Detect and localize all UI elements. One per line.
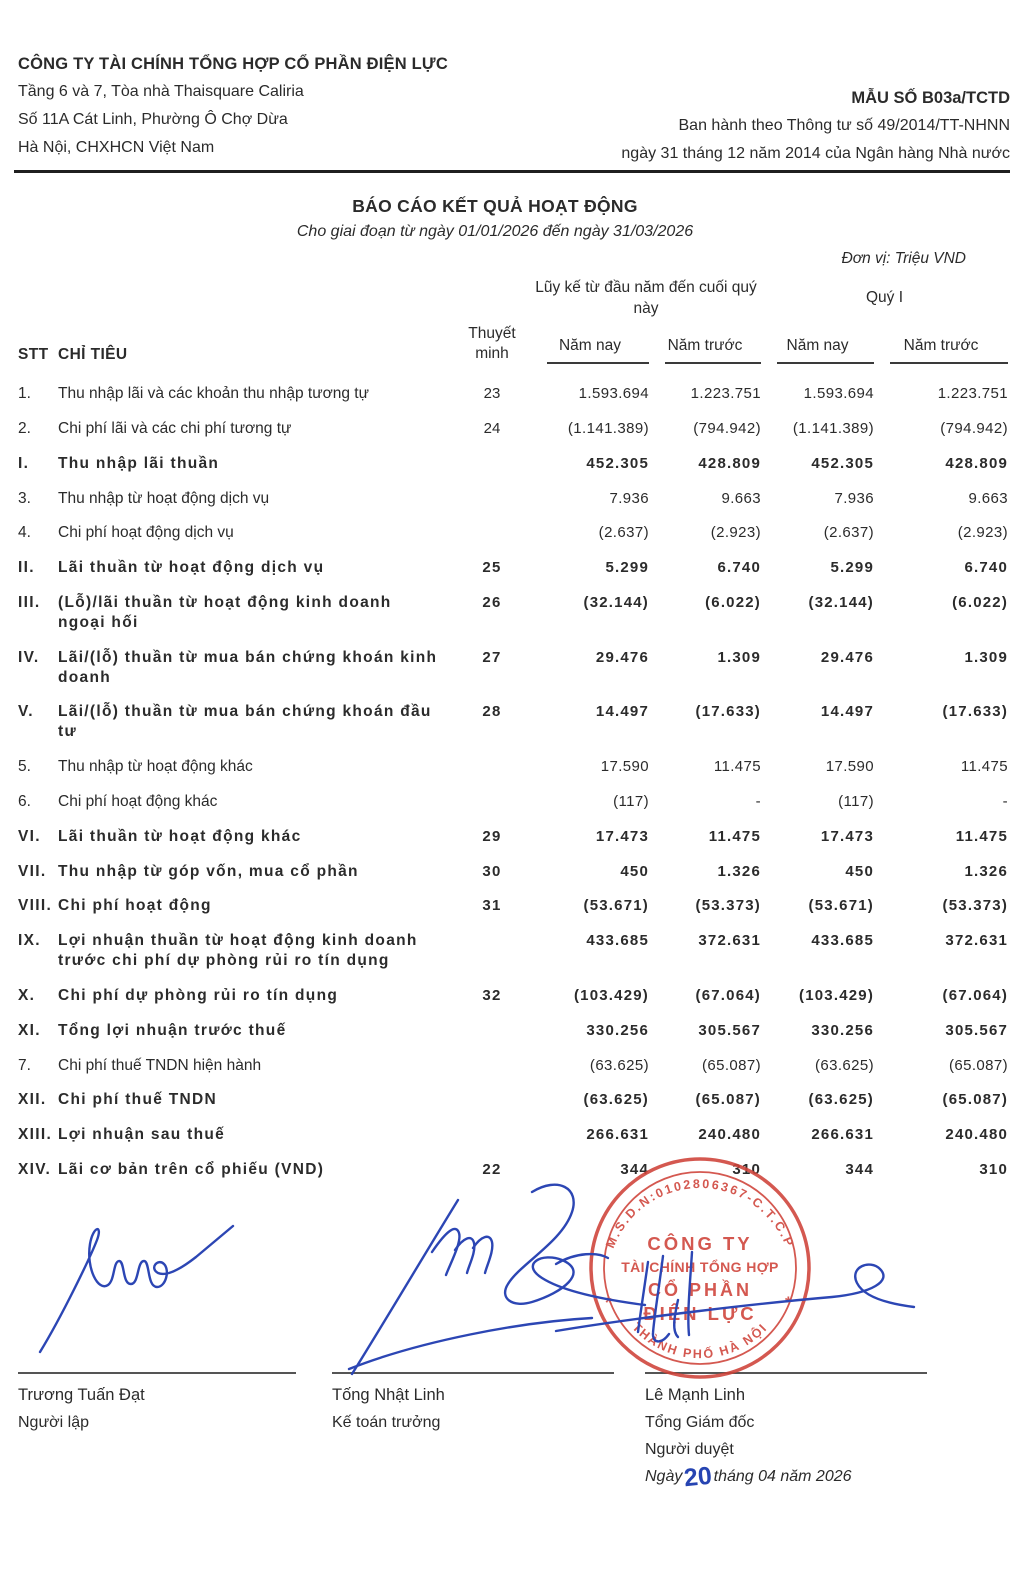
- row-value-ytd-previous: 1.223.751: [690, 385, 762, 403]
- row-stt: XIII.: [18, 1126, 53, 1144]
- row-value-ytd-previous: (2.923): [710, 524, 762, 542]
- row-value-q-current: (63.625): [808, 1091, 875, 1109]
- row-label: (Lỗ)/lãi thuần từ hoạt động kinh doanh ngoại hối: [58, 594, 392, 631]
- table-row: [18, 516, 1008, 551]
- table-row: [18, 1083, 1008, 1118]
- row-value-ytd-previous: 1.309: [717, 648, 762, 666]
- signer-name: Trương Tuấn Đạt: [18, 1386, 145, 1404]
- row-value-q-current: 14.497: [820, 703, 875, 721]
- row-value-q-previous: (65.087): [948, 1056, 1009, 1074]
- row-value-q-current: 344: [845, 1161, 875, 1178]
- row-stt: IX.: [18, 932, 41, 950]
- column-rule: [665, 362, 761, 365]
- form-code: MẪU SỐ B03a/TCTD: [851, 89, 1010, 107]
- row-label: Thu nhập lãi và các khoản thu nhập tương tự: [58, 385, 369, 403]
- row-value-ytd-current: 450: [620, 862, 649, 880]
- row-stt: II.: [18, 559, 35, 577]
- row-label: Tổng lợi nhuận trước thuế: [58, 1021, 287, 1039]
- rows-body: [18, 366, 1008, 1188]
- row-note: [453, 785, 531, 820]
- row-note: 24: [483, 419, 501, 437]
- col-header-label: CHỈ TIÊU: [58, 346, 128, 364]
- table-row: [18, 889, 1008, 924]
- row-value-q-current: (103.429): [799, 986, 875, 1004]
- row-note: [453, 1014, 531, 1049]
- row-label: Thu nhập từ góp vốn, mua cổ phần: [58, 862, 359, 880]
- row-value-q-previous: (53.373): [942, 897, 1009, 915]
- column-rule: [777, 362, 874, 365]
- row-note: 28: [482, 703, 502, 721]
- approval-date: Ngày20 tháng 04 năm 2026: [645, 1461, 852, 1493]
- row-value-ytd-previous: (17.633): [695, 703, 762, 721]
- seal-star-left: *: [605, 1293, 612, 1312]
- row-label: Thu nhập lãi thuần: [58, 454, 220, 472]
- row-value-ytd-current: 14.497: [595, 703, 649, 721]
- signature-block-chief-accountant: [332, 1372, 614, 1436]
- row-label: Lợi nhuận thuần từ hoạt động kinh doanh trước chi phí dự phòng rủi ro tín dụng: [58, 932, 418, 970]
- row-stt: 4.: [18, 524, 31, 542]
- signer-role: Người lập: [18, 1414, 90, 1431]
- seal-center-line-4: ĐIỆN LỰC: [643, 1303, 757, 1324]
- row-stt: 5.: [18, 758, 31, 776]
- table-row: [18, 695, 1008, 750]
- row-value-q-current: 450: [845, 862, 875, 880]
- row-value-q-previous: 6.740: [964, 559, 1009, 577]
- row-note: 31: [482, 897, 502, 915]
- signer-role: Tổng Giám đốc: [645, 1414, 755, 1431]
- row-value-ytd-previous: 9.663: [721, 489, 762, 507]
- form-header: [621, 84, 1010, 168]
- handwritten-day: 20: [682, 1461, 714, 1493]
- row-value-q-previous: 11.475: [960, 758, 1009, 776]
- row-value-q-previous: 305.567: [945, 1021, 1009, 1039]
- col-header-cur-ytd: Năm nay: [531, 322, 649, 366]
- col-header-prev-q: Năm trước: [874, 322, 1008, 366]
- row-stt: XII.: [18, 1091, 47, 1109]
- signer-role-2: Người duyệt: [645, 1441, 734, 1458]
- row-value-q-previous: 428.809: [945, 454, 1009, 472]
- row-value-q-previous: (6.022): [952, 594, 1009, 612]
- table-row: [18, 750, 1008, 785]
- company-address-1: Tầng 6 và 7, Tòa nhà Thaisquare Caliria: [18, 83, 304, 100]
- row-value-q-previous: 11.475: [955, 827, 1009, 845]
- form-line-2: Ban hành theo Thông tư số 49/2014/TT-NHNN: [678, 117, 1010, 134]
- table-row: [18, 641, 1008, 696]
- table-row: [18, 447, 1008, 482]
- row-stt: XIV.: [18, 1161, 52, 1178]
- row-value-q-current: (2.637): [823, 524, 875, 542]
- table-row: [18, 482, 1008, 517]
- row-note: 27: [482, 648, 502, 666]
- signature-ink-general-director: [556, 1252, 914, 1341]
- row-value-ytd-current: 452.305: [586, 454, 649, 472]
- signature-ink-preparer: [40, 1226, 233, 1352]
- table-row: [18, 924, 1008, 979]
- table-row: [18, 366, 1008, 412]
- row-value-q-current: 29.476: [820, 648, 875, 666]
- row-value-q-previous: (2.923): [957, 524, 1009, 542]
- table-row: [18, 1118, 1008, 1153]
- row-stt: IV.: [18, 648, 40, 666]
- row-stt: 6.: [18, 792, 31, 810]
- row-label: Lãi thuần từ hoạt động dịch vụ: [58, 559, 325, 577]
- row-note: 32: [482, 986, 502, 1004]
- row-value-ytd-previous: 1.326: [717, 862, 762, 880]
- table-row: [18, 1014, 1008, 1049]
- row-note: [453, 924, 531, 979]
- company-name: CÔNG TY TÀI CHÍNH TỔNG HỢP CỔ PHẦN ĐIỆN LỰC: [18, 55, 448, 73]
- signature-rule: [332, 1372, 614, 1374]
- row-value-q-current: 1.593.694: [803, 385, 875, 403]
- row-stt: I.: [18, 454, 30, 472]
- row-value-ytd-current: (103.429): [573, 986, 649, 1004]
- row-value-ytd-current: 330.256: [586, 1021, 649, 1039]
- signature-ink-chief-accountant: [349, 1185, 645, 1374]
- row-note: [453, 516, 531, 551]
- row-note: 22: [482, 1161, 502, 1178]
- row-note: [453, 1049, 531, 1084]
- table-row: [18, 820, 1008, 855]
- col-header-note: Thuyết minh: [468, 324, 516, 362]
- table-row: [18, 785, 1008, 820]
- row-value-ytd-previous: 372.631: [698, 932, 762, 950]
- row-value-q-previous: 310: [979, 1161, 1009, 1178]
- col-header-stt: STT: [18, 346, 49, 364]
- row-value-q-previous: -: [1002, 792, 1009, 810]
- seal-center-line-2: TÀI CHÍNH TỔNG HỢP: [621, 1259, 779, 1275]
- row-value-ytd-current: 17.473: [595, 827, 649, 845]
- signature-rule: [645, 1372, 927, 1374]
- row-stt: III.: [18, 594, 41, 612]
- seal-inner-ring: [604, 1172, 796, 1364]
- row-stt: V.: [18, 703, 34, 721]
- row-value-ytd-previous: 11.475: [713, 758, 762, 776]
- signer-role: Kế toán trưởng: [332, 1414, 441, 1431]
- row-stt: 2.: [18, 419, 31, 437]
- row-value-ytd-previous: -: [755, 792, 762, 810]
- company-address-2: Số 11A Cát Linh, Phường Ô Chợ Dừa: [18, 111, 288, 128]
- row-stt: VIII.: [18, 897, 53, 915]
- group-header-quarter: Quý I: [866, 289, 904, 307]
- row-value-ytd-current: 433.685: [586, 932, 649, 950]
- seal-center-line-1: CÔNG TY: [647, 1233, 753, 1254]
- row-value-q-current: 433.685: [811, 932, 875, 950]
- row-value-ytd-previous: 11.475: [708, 827, 762, 845]
- row-value-q-previous: 1.326: [964, 862, 1009, 880]
- seal-center-line-3: CỔ PHẦN: [647, 1280, 753, 1300]
- signature-block-general-director: [645, 1372, 927, 1493]
- row-note: [453, 482, 531, 517]
- row-value-q-current: 266.631: [811, 1126, 875, 1144]
- page-subtitle: Cho giai đoạn từ ngày 01/01/2026 đến ngày 31/03/2026: [296, 223, 694, 240]
- signer-name: Tống Nhật Linh: [332, 1386, 445, 1404]
- row-value-ytd-current: 29.476: [595, 648, 649, 666]
- row-value-ytd-previous: 240.480: [698, 1126, 762, 1144]
- row-label: Chi phí thuế TNDN: [58, 1091, 217, 1109]
- income-statement-table: [18, 268, 1008, 1188]
- table-row: [18, 1049, 1008, 1084]
- col-header-cur-q: Năm nay: [761, 322, 874, 366]
- row-label: Lãi/(lỗ) thuần từ mua bán chứng khoán kinh doanh: [58, 648, 438, 686]
- row-value-ytd-previous: (6.022): [705, 594, 762, 612]
- table-row: [18, 551, 1008, 586]
- row-note: 25: [482, 559, 502, 577]
- row-value-q-previous: (65.087): [942, 1091, 1009, 1109]
- row-value-q-current: (32.144): [808, 594, 875, 612]
- table-row: [18, 855, 1008, 890]
- row-stt: VI.: [18, 827, 41, 845]
- row-label: Thu nhập từ hoạt động khác: [58, 758, 253, 776]
- row-value-q-current: (53.671): [808, 897, 875, 915]
- row-value-ytd-previous: (65.087): [701, 1056, 762, 1074]
- row-value-q-current: (1.141.389): [792, 419, 875, 437]
- row-label: Chi phí hoạt động khác: [58, 792, 218, 810]
- row-value-ytd-previous: 428.809: [698, 454, 762, 472]
- signature-block-preparer: [18, 1372, 296, 1436]
- seal-outer-ring: [591, 1159, 809, 1377]
- seal-star-right: *: [785, 1293, 792, 1312]
- row-note: [453, 1083, 531, 1118]
- page-title: BÁO CÁO KẾT QUẢ HOẠT ĐỘNG: [352, 196, 638, 216]
- row-value-q-current: 5.299: [830, 559, 875, 577]
- row-label: Chi phí hoạt động dịch vụ: [58, 524, 234, 542]
- company-address-3: Hà Nội, CHXHCN Việt Nam: [18, 139, 215, 156]
- row-stt: X.: [18, 986, 36, 1004]
- row-note: [453, 1118, 531, 1153]
- row-label: Lãi cơ bản trên cổ phiếu (VND): [58, 1161, 325, 1178]
- row-value-q-previous: 9.663: [968, 489, 1009, 507]
- unit-label: Đơn vị: Triệu VND: [841, 250, 966, 267]
- row-value-q-previous: (17.633): [942, 703, 1009, 721]
- row-label: Chi phí dự phòng rủi ro tín dụng: [58, 986, 339, 1004]
- seal-ring-top-text: M.S.D.N:0102806367-C.T.C.P: [603, 1176, 797, 1251]
- row-value-q-current: 330.256: [811, 1021, 875, 1039]
- row-value-ytd-previous: (53.373): [695, 897, 762, 915]
- row-value-ytd-current: 1.593.694: [578, 385, 649, 403]
- row-value-q-current: (117): [838, 792, 875, 810]
- row-value-q-previous: 1.309: [964, 648, 1009, 666]
- signer-name: Lê Mạnh Linh: [645, 1386, 745, 1404]
- row-value-q-current: 7.936: [834, 489, 875, 507]
- row-value-q-current: 452.305: [811, 454, 875, 472]
- row-note: 30: [482, 862, 502, 880]
- company-header: [18, 50, 448, 162]
- row-label: Lãi/(lỗ) thuần từ mua bán chứng khoán đầu tư: [58, 703, 432, 741]
- row-value-ytd-current: (2.637): [598, 524, 649, 542]
- row-value-q-previous: (67.064): [942, 986, 1009, 1004]
- row-stt: 3.: [18, 489, 31, 507]
- col-header-prev-ytd: Năm trước: [649, 322, 761, 366]
- row-value-q-current: 17.473: [820, 827, 875, 845]
- row-value-ytd-current: (32.144): [583, 594, 649, 612]
- column-rule: [547, 362, 649, 365]
- row-value-ytd-previous: (67.064): [695, 986, 762, 1004]
- row-value-ytd-current: (117): [613, 792, 649, 810]
- table-row: [18, 1153, 1008, 1188]
- column-rule: [890, 362, 1008, 365]
- row-label: Chi phí hoạt động: [58, 897, 212, 915]
- title-block: [0, 196, 990, 241]
- row-label: Lợi nhuận sau thuế: [58, 1126, 226, 1144]
- row-stt: 7.: [18, 1056, 31, 1074]
- row-value-ytd-current: 5.299: [605, 559, 649, 577]
- row-note: [453, 447, 531, 482]
- row-stt: 1.: [18, 385, 31, 403]
- row-value-q-previous: 240.480: [945, 1126, 1009, 1144]
- row-value-q-previous: 372.631: [945, 932, 1009, 950]
- row-label: Chi phí lãi và các chi phí tương tự: [58, 419, 292, 437]
- row-label: Chi phí thuế TNDN hiện hành: [58, 1056, 262, 1074]
- row-label: Thu nhập từ hoạt động dịch vụ: [58, 489, 270, 507]
- row-note: 23: [483, 385, 501, 403]
- company-seal: [591, 1159, 809, 1377]
- seal-ring-bottom-text: THÀNH PHỐ HÀ NỘI: [629, 1320, 771, 1362]
- row-value-ytd-current: 266.631: [586, 1126, 649, 1144]
- row-label: Lãi thuần từ hoạt động khác: [58, 827, 302, 845]
- row-value-q-current: 17.590: [825, 758, 875, 776]
- row-value-ytd-current: 7.936: [609, 489, 649, 507]
- form-line-3: ngày 31 tháng 12 năm 2014 của Ngân hàng Nhà nước: [621, 145, 1010, 162]
- group-header-ytd: Lũy kế từ đầu năm đến cuối quý này: [535, 279, 757, 317]
- signature-rule: [18, 1372, 296, 1374]
- row-value-ytd-current: 344: [620, 1161, 649, 1178]
- row-note: [453, 750, 531, 785]
- table-row: [18, 412, 1008, 447]
- row-value-ytd-current: (1.141.389): [567, 419, 649, 437]
- row-stt: VII.: [18, 862, 47, 880]
- row-value-ytd-previous: 6.740: [717, 559, 762, 577]
- row-value-ytd-current: (63.625): [583, 1091, 649, 1109]
- table-row: [18, 979, 1008, 1014]
- row-value-ytd-previous: (794.942): [693, 419, 762, 437]
- row-stt: XI.: [18, 1021, 41, 1039]
- row-value-q-previous: 1.223.751: [937, 385, 1009, 403]
- table-row: [18, 586, 1008, 641]
- row-value-ytd-previous: 310: [732, 1161, 762, 1178]
- row-value-q-previous: (794.942): [940, 419, 1009, 437]
- row-note: 29: [482, 827, 502, 845]
- row-note: 26: [482, 594, 502, 612]
- row-value-ytd-current: (53.671): [583, 897, 649, 915]
- table-header: [18, 268, 1008, 366]
- row-value-ytd-previous: 305.567: [698, 1021, 762, 1039]
- row-value-ytd-current: 17.590: [600, 758, 649, 776]
- row-value-q-current: (63.625): [814, 1056, 875, 1074]
- header-divider: [14, 170, 1010, 173]
- row-value-ytd-current: (63.625): [589, 1056, 649, 1074]
- row-value-ytd-previous: (65.087): [695, 1091, 762, 1109]
